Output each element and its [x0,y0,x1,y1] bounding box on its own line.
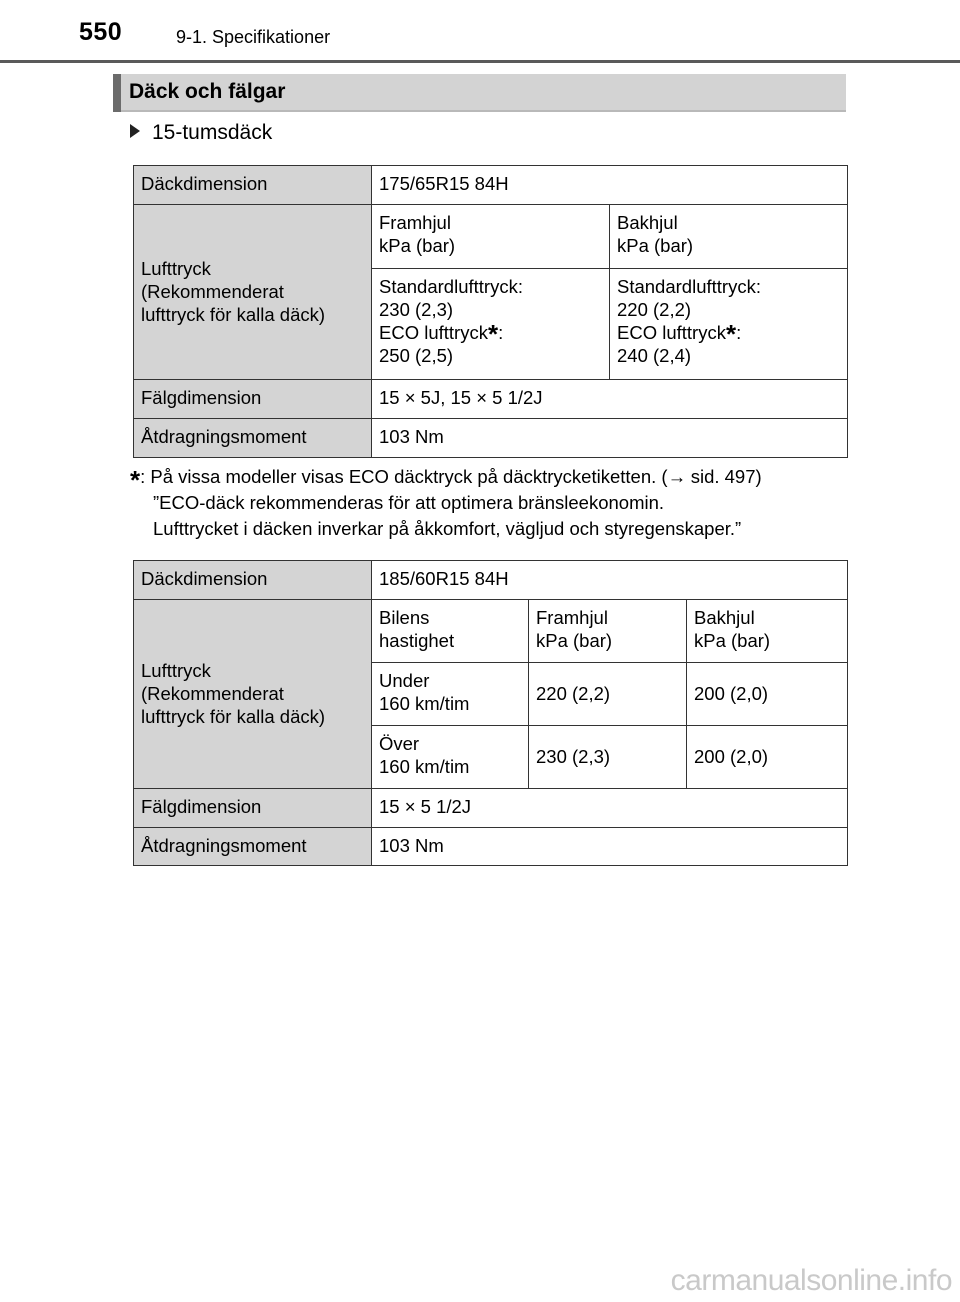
table-row [134,380,848,419]
subsection-heading [130,121,272,145]
torque-value: 103 Nm [372,419,848,458]
rear-header-unit: kPa (bar) [617,235,694,256]
front-header-line: Framhjul [536,607,608,628]
pressure-label-line: Lufttryck [141,258,211,279]
triangle-bullet-icon [130,124,140,138]
table-row [134,205,848,269]
front-pressure-over: 230 (2,3) [529,726,687,789]
rear-pressure-over: 200 (2,0) [687,726,848,789]
speed-line: Över [379,733,420,754]
page-header [0,0,960,62]
eco-pressure-label [617,319,840,349]
speed-under [372,663,529,726]
footnote-quote-line: Lufttrycket i däcken inverkar på åkkomfort, vägljud och styregenskaper.” [153,518,742,539]
tire-spec-table-175 [133,165,848,458]
speed-header-line: hastighet [379,630,455,651]
footnote-line [130,464,860,495]
table-row [134,789,848,828]
rim-label: Fälgdimension [134,380,372,419]
speed-over [372,726,529,789]
arrow-right-icon: → [667,466,687,487]
dimension-value: 175/65R15 84H [372,166,848,205]
table-row [134,600,848,663]
pressure-label-line: Lufttryck [141,660,211,681]
colon: : [498,322,504,343]
pressure-label-line: lufttryck för kalla däck) [141,706,326,727]
eco-pressure-label [379,319,602,349]
pressure-label [134,205,372,380]
header-divider [0,60,960,63]
pressure-label [134,600,372,789]
standard-pressure-value: 230 (2,3) [379,299,454,320]
front-header-line: Framhjul [379,212,451,233]
dimension-value: 185/60R15 84H [372,561,848,600]
chapter-title: 9-1. Specifikationer [176,27,331,47]
front-wheel-header [529,600,687,663]
table-row [134,828,848,866]
footnote-quote-line: ”ECO-däck rekommenderas för att optimera bränsleekonomin. [153,492,665,513]
front-header-unit: kPa (bar) [536,630,613,651]
torque-label: Åtdragningsmoment [134,419,372,458]
rim-label: Fälgdimension [134,789,372,828]
footnote-star: * [725,319,737,349]
torque-label: Åtdragningsmoment [134,828,372,866]
pressure-label-line: (Rekommenderat [141,683,284,704]
front-header-unit: kPa (bar) [379,235,456,256]
colon: : [736,322,742,343]
table-row [134,419,848,458]
footnote [130,464,860,542]
page-number: 550 [79,18,123,46]
subsection-title: 15-tumsdäck [152,121,273,144]
section-heading-bar [113,74,846,112]
table-row [134,166,848,205]
rear-header-line: Bakhjul [694,607,755,628]
speed-line: 160 km/tim [379,693,470,714]
dimension-label: Däckdimension [134,166,372,205]
eco-pressure-value: 240 (2,4) [617,345,692,366]
eco-label-text: ECO lufttryck [379,322,488,343]
page-reference: sid. 497) [685,466,762,487]
section-title: Däck och fälgar [129,80,286,103]
rear-pressure-under: 200 (2,0) [687,663,848,726]
table-row [134,561,848,600]
rear-pressure-values [610,269,848,380]
rim-value: 15 × 5 1/2J [372,789,848,828]
dimension-label: Däckdimension [134,561,372,600]
front-pressure-values [372,269,610,380]
rear-wheel-header [687,600,848,663]
rear-wheel-header [610,205,848,269]
pressure-label-line: (Rekommenderat [141,281,284,302]
rear-header-unit: kPa (bar) [694,630,771,651]
torque-value: 103 Nm [372,828,848,866]
pressure-label-line: lufttryck för kalla däck) [141,304,326,325]
rear-header-line: Bakhjul [617,212,678,233]
speed-line: Under [379,670,430,691]
speed-line: 160 km/tim [379,756,470,777]
eco-label-text: ECO lufttryck [617,322,726,343]
eco-pressure-value: 250 (2,5) [379,345,454,366]
standard-pressure-value: 220 (2,2) [617,299,692,320]
front-pressure-under: 220 (2,2) [529,663,687,726]
speed-header [372,600,529,663]
rim-value: 15 × 5J, 15 × 5 1/2J [372,380,848,419]
standard-pressure-label: Standardlufttryck: [379,276,523,297]
standard-pressure-label: Standardlufttryck: [617,276,761,297]
footnote-star: * [487,319,499,349]
front-wheel-header [372,205,610,269]
footnote-star: * [130,465,141,495]
footnote-text: : På vissa modeller visas ECO däcktryck på däcktrycketiketten. ( [140,466,668,487]
section-accent [113,74,121,112]
tire-spec-table-185 [133,560,848,866]
watermark: carmanualsonline.info [670,1264,952,1297]
speed-header-line: Bilens [379,607,430,628]
